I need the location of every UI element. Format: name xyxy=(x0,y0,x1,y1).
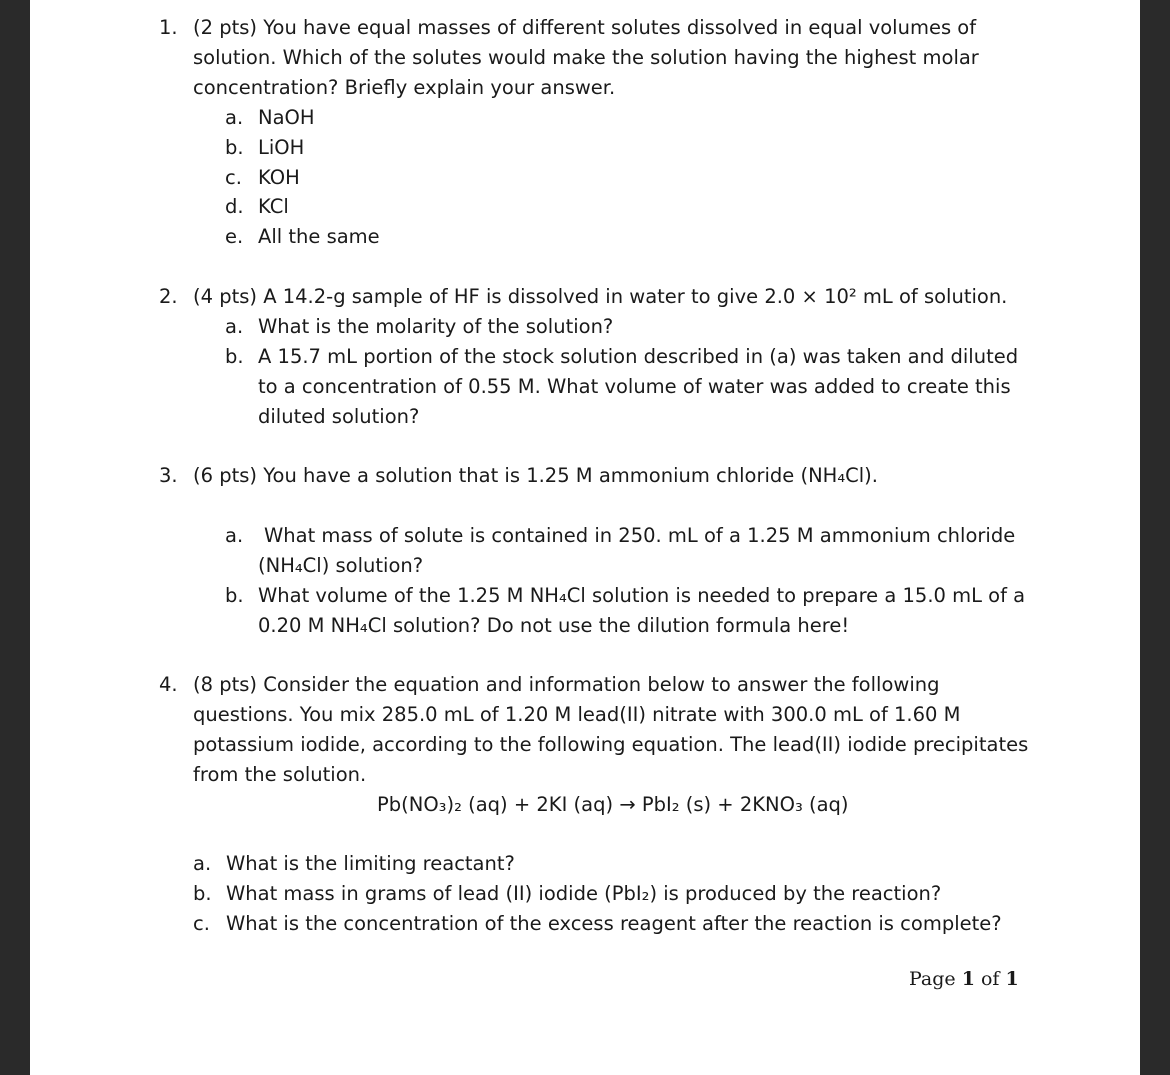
part-text: What is the concentration of the excess reagent after the reaction is complete? xyxy=(226,912,1002,935)
part-text: to a concentration of 0.55 M. What volume of water was added to create this xyxy=(258,375,1011,398)
question-number: 2. xyxy=(159,285,178,308)
part-text: What mass in grams of lead (II) iodide (PbI₂) is produced by the reaction? xyxy=(226,882,942,905)
question-number: 4. xyxy=(159,673,178,696)
part-letter: a. xyxy=(193,852,212,875)
option-text: KCl xyxy=(258,195,289,218)
part-text: What is the limiting reactant? xyxy=(226,852,515,875)
part-letter: b. xyxy=(225,584,244,607)
part-letter: c. xyxy=(193,912,210,935)
page-prefix: Page xyxy=(909,968,962,990)
option-letter: b. xyxy=(225,136,244,159)
chemical-equation: Pb(NO₃)₂ (aq) + 2KI (aq) → PbI₂ (s) + 2KNO₃ (aq) xyxy=(377,793,849,816)
part-letter: a. xyxy=(225,524,244,547)
question-text-line: (8 pts) Consider the equation and information below to answer the following xyxy=(193,673,940,696)
question-text-line: from the solution. xyxy=(193,763,367,786)
document-page xyxy=(30,0,1140,1075)
question-text-line: (4 pts) A 14.2-g sample of HF is dissolved in water to give 2.0 × 10² mL of solution. xyxy=(193,285,1008,308)
option-text: KOH xyxy=(258,166,300,189)
page-of: of xyxy=(974,968,1006,990)
option-letter: a. xyxy=(225,106,244,129)
question-text-line: questions. You mix 285.0 mL of 1.20 M lead(II) nitrate with 300.0 mL of 1.60 M xyxy=(193,703,961,726)
option-text: All the same xyxy=(258,225,380,248)
option-letter: d. xyxy=(225,195,244,218)
part-letter: b. xyxy=(225,345,244,368)
part-text: What is the molarity of the solution? xyxy=(258,315,614,338)
part-text: What volume of the 1.25 M NH₄Cl solution is needed to prepare a 15.0 mL of a xyxy=(258,584,1026,607)
question-number: 1. xyxy=(159,16,178,39)
part-text: What mass of solute is contained in 250. mL of a 1.25 M ammonium chloride xyxy=(264,524,1016,547)
option-text: NaOH xyxy=(258,106,315,129)
current-page: 1 xyxy=(961,968,975,990)
option-letter: c. xyxy=(225,166,242,189)
question-text-line: potassium iodide, according to the following equation. The lead(II) iodide precipitates xyxy=(193,733,1029,756)
option-text: LiOH xyxy=(258,136,305,159)
part-text: (NH₄Cl) solution? xyxy=(258,554,424,577)
part-letter: b. xyxy=(193,882,212,905)
part-letter: a. xyxy=(225,315,244,338)
question-text-line: (2 pts) You have equal masses of different solutes dissolved in equal volumes of xyxy=(193,16,977,39)
question-text-line: solution. Which of the solutes would make the solution having the highest molar xyxy=(193,46,979,69)
question-text-line: concentration? Briefly explain your answer. xyxy=(193,76,616,99)
total-pages: 1 xyxy=(1005,968,1019,990)
page-indicator xyxy=(909,968,1019,990)
part-text: diluted solution? xyxy=(258,405,420,428)
question-text-line: (6 pts) You have a solution that is 1.25 M ammonium chloride (NH₄Cl). xyxy=(193,464,878,487)
option-letter: e. xyxy=(225,225,244,248)
question-number: 3. xyxy=(159,464,178,487)
part-text: 0.20 M NH₄Cl solution? Do not use the dilution formula here! xyxy=(258,614,850,637)
part-text: A 15.7 mL portion of the stock solution described in (a) was taken and diluted xyxy=(258,345,1019,368)
